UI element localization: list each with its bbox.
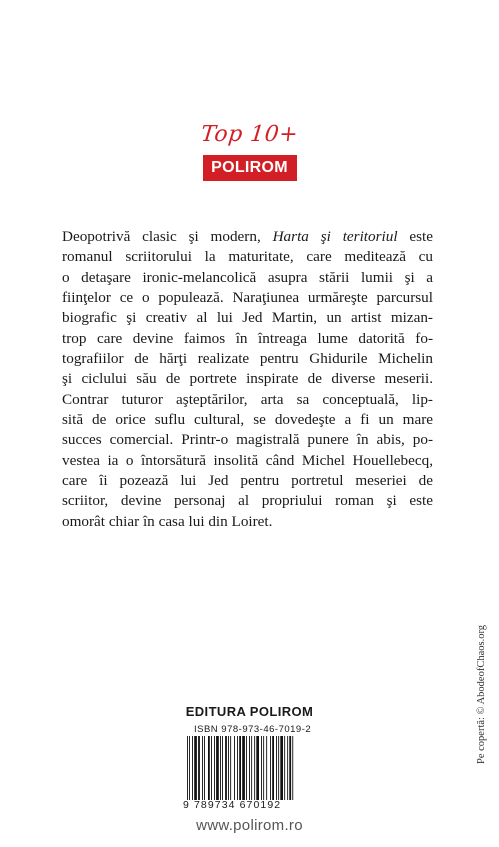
- cover-credit: [476, 604, 496, 764]
- back-cover-blurb: [62, 227, 433, 532]
- blurb-text: este: [397, 228, 434, 245]
- blurb-line: scriitor, devine personaj al propriului roman şi este: [62, 492, 433, 510]
- book-title: Harta şi teritoriul: [272, 228, 398, 245]
- barcode-icon: [183, 736, 316, 800]
- blurb-line: Contrar tuturor aşteptărilor, arta sa conceptuală, lip-: [62, 390, 433, 408]
- blurb-line: sită de orice suflu cultural, se dovedeşte a fi un mare: [62, 411, 433, 429]
- blurb-line: vestea ia o întorsătură insolită când Michel Houellebecq,: [62, 451, 433, 469]
- blurb-line: fiinţelor ce o populează. Naraţiunea urmăreşte parcursul: [62, 289, 433, 307]
- blurb-line: tografiilor de hărţi realizate pentru Ghidurile Michelin: [62, 350, 433, 368]
- cover-credit-text: Pe copertă: © AbodeofChaos.org: [476, 624, 487, 764]
- isbn-label: ISBN 978-973-46-7019-2: [194, 724, 312, 735]
- series-logo: [0, 122, 499, 181]
- blurb-line: biografic şi creativ al lui Jed Martin, un artist mizan-: [62, 309, 433, 327]
- publisher-name: EDITURA POLIROM: [185, 704, 314, 719]
- blurb-line: o detaşare ironic-melancolică asupra stării lumii şi a: [62, 268, 433, 286]
- website-url: www.polirom.ro: [196, 817, 303, 834]
- brand-badge: POLIROM: [203, 155, 297, 181]
- blurb-line: omorât chiar în casa lui din Loiret.: [62, 512, 273, 530]
- blurb-line: [62, 227, 433, 247]
- blurb-line: succes comercial. Printr-o magistrală punere în abis, po-: [62, 431, 433, 449]
- blurb-line: trop care devine faimos în întreaga lume datorită fo-: [62, 329, 433, 347]
- blurb-line: şi ciclului său de portrete inspirate de diverse meserii.: [62, 370, 433, 388]
- blurb-line: care îi pozează lui Jed pentru portretul meseriei de: [62, 472, 433, 490]
- series-title: Top 10+: [199, 122, 300, 147]
- blurb-text: Deopotrivă clasic şi modern,: [62, 228, 273, 245]
- barcode-number: 9 789734 670192: [183, 799, 282, 811]
- blurb-line: romanul scriitorului la maturitate, care meditează cu: [62, 248, 433, 266]
- barcode-block: [183, 724, 316, 812]
